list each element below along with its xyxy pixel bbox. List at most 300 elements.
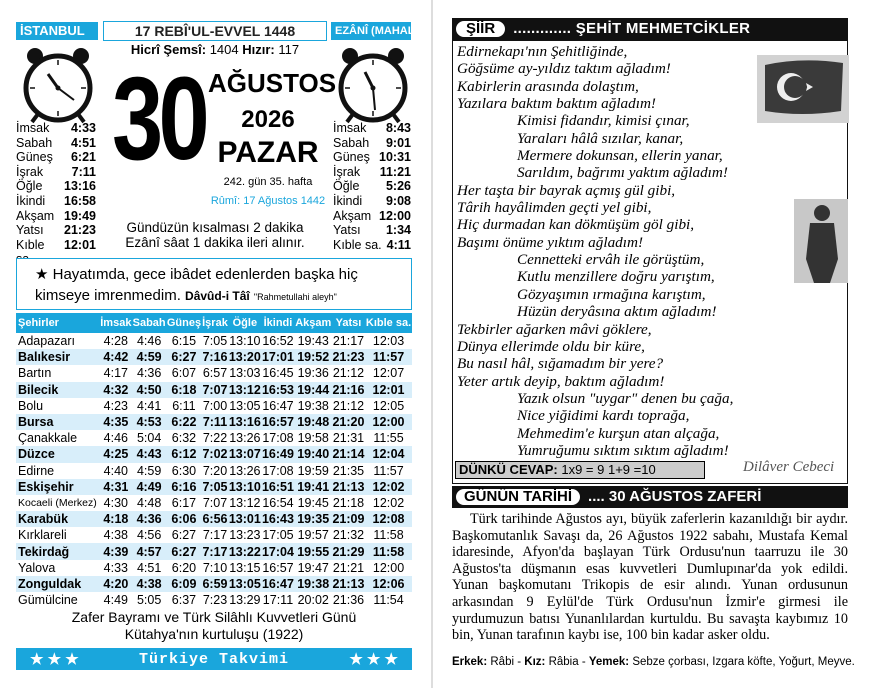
time-cell: 6:18: [166, 382, 201, 398]
time-cell: 19:47: [297, 560, 329, 575]
city-name-cell: Kırklareli: [18, 528, 67, 543]
city-name-cell: Yalova: [18, 560, 56, 575]
time-cell: 19:38: [295, 576, 332, 592]
city-label: İSTANBUL: [16, 22, 98, 40]
time-cell: 5:04: [136, 431, 162, 446]
menu-erkek-label: Erkek:: [452, 656, 488, 668]
prayer-time-value: 21:23: [64, 223, 96, 238]
day-length-line-2: Ezânî sâat 1 dakika ileri alınır.: [125, 235, 305, 250]
prayer-time-label: Kıble: [16, 237, 45, 252]
city-name-cell: Çanakkale: [18, 431, 78, 446]
time-cell: 17:11: [262, 593, 294, 608]
poem-line: Kimisi fidandır, kimisi çınar,: [517, 112, 690, 130]
table-header-cell: Yatsı: [332, 313, 365, 333]
daily-menu: Erkek: Râbi - Kız: Râbia - Yemek: Sebze çorbası, Izgara köfte, Yoğurt, Meyve.: [452, 656, 855, 668]
time-cell: 12:07: [372, 366, 405, 381]
time-cell: 21:12: [332, 398, 365, 413]
time-cell: 4:42: [100, 349, 132, 365]
time-cell: 6:27: [166, 349, 201, 365]
poem-line: Kutlu menzillere doğru yarıştım,: [517, 268, 715, 286]
prayer-time-label: İşrak: [16, 164, 44, 179]
time-cell: 16:47: [262, 398, 294, 413]
time-cell: 4:36: [136, 366, 162, 381]
table-row: [16, 463, 412, 479]
holiday-line-1: Zafer Bayramı ve Türk Silâhlı Kuvvetleri Günü: [71, 609, 357, 625]
time-cell: 17:05: [262, 528, 294, 543]
city-name-cell: Bartın: [18, 366, 52, 381]
time-cell: 16:49: [261, 447, 294, 462]
time-cell: 4:46: [136, 334, 162, 349]
city-name-cell: Balıkesir: [16, 349, 100, 365]
time-cell: 7:11: [202, 415, 228, 430]
time-cell: 21:32: [332, 528, 365, 543]
time-cell: 13:03: [229, 366, 261, 381]
time-cell: 19:40: [295, 446, 332, 462]
time-cell: 21:09: [332, 512, 365, 527]
time-cell: 6:27: [166, 543, 201, 559]
time-cell: 20:02: [297, 593, 329, 608]
prayer-time-label: Yatsı: [16, 223, 44, 238]
prayer-time-row: [333, 136, 411, 151]
time-cell: 4:23: [103, 398, 129, 413]
poem-line: Yeter artık deyip, baktım ağladım!: [457, 372, 665, 390]
time-cell: 21:36: [332, 593, 365, 608]
time-cell: 13:10: [229, 334, 261, 349]
time-cell: 12:00: [372, 560, 405, 575]
prayer-time-value: 6:21: [70, 150, 96, 165]
prayer-time-value: 12:00: [379, 208, 411, 223]
time-cell: 21:18: [332, 495, 365, 510]
time-cell: 19:38: [297, 398, 329, 413]
day-number: 30: [112, 53, 206, 185]
time-cell: 6:22: [166, 414, 201, 430]
city-name-cell: Edirne: [18, 463, 55, 478]
day-length-line-1: Gündüzün kısalması 2 dakika: [126, 220, 304, 235]
time-cell: 4:53: [132, 414, 166, 430]
time-cell: 17:01: [261, 350, 294, 365]
prayer-times-ezani: [333, 121, 411, 252]
time-cell: 11:57: [373, 463, 404, 478]
alarm-clock-icon: [18, 44, 98, 124]
time-cell: 4:40: [103, 463, 129, 478]
table-header-cell: Kıble sa.: [365, 313, 412, 333]
table-header-cell: Sabah: [132, 313, 166, 333]
time-cell: 6:27: [171, 528, 197, 543]
answer-value: 1x9 = 9 1+9 =10: [561, 462, 656, 477]
time-cell: 6:32: [171, 431, 197, 446]
quote-box: [16, 258, 412, 310]
poem-line: Nice yiğidimi kardı toprağa,: [517, 407, 690, 425]
time-cell: 7:16: [202, 350, 228, 365]
time-cell: 21:17: [332, 334, 365, 349]
time-cell: 4:43: [132, 446, 166, 462]
poem-title: ............. ŞEHİT MEHMETCİKLER: [513, 20, 751, 37]
history-header: [452, 486, 848, 508]
prayer-time-label: Güneş: [16, 150, 53, 165]
time-cell: 11:54: [373, 593, 404, 608]
city-name-cell: Bolu: [18, 398, 44, 413]
time-cell: 12:03: [372, 334, 405, 349]
time-cell: 19:36: [297, 366, 329, 381]
city-name-cell: Bursa: [16, 414, 100, 430]
prayer-time-row: [333, 238, 411, 253]
time-cell: 21:23: [332, 350, 365, 365]
prayer-time-row: [16, 150, 96, 165]
city-name-cell: Tekirdağ: [16, 543, 100, 559]
poem-line: Târih hayâlimden geçti yel gibi,: [457, 199, 652, 217]
poem-header: [452, 18, 848, 40]
time-cell: 16:47: [261, 576, 294, 591]
prayer-time-value: 7:11: [71, 164, 96, 179]
time-cell: 11:58: [373, 528, 404, 543]
poem-line: Yumruğumu sıktım sıktım ağladım!: [517, 441, 729, 459]
prayer-time-value: 4:11: [386, 237, 411, 252]
poem-line: Başımı önüme yıktım ağladım!: [457, 233, 644, 251]
table-header-row: [16, 313, 412, 333]
poem-line: Mermere dokunsan, ellerin yanar,: [517, 147, 723, 165]
time-cell: 4:28: [103, 334, 129, 349]
time-cell: 6:11: [172, 398, 196, 413]
prayer-time-row: [16, 121, 96, 136]
poem-line: Yaraları hâlâ sızılar, kanar,: [517, 129, 684, 147]
time-cell: 19:43: [297, 334, 329, 349]
time-cell: 4:48: [136, 495, 162, 510]
prayer-time-row: [333, 209, 411, 224]
weekday: PAZAR: [217, 136, 319, 169]
prayer-time-value: 19:49: [64, 208, 96, 223]
footer-stars-left: ★ ★ ★: [30, 651, 79, 668]
time-cell: 12:06: [365, 576, 412, 592]
prayer-time-row: [16, 165, 96, 180]
time-cell: 7:17: [202, 528, 228, 543]
time-cell: 7:20: [202, 463, 228, 478]
time-cell: 19:44: [295, 382, 332, 398]
prayer-time-label: Akşam: [333, 208, 372, 223]
table-row: [16, 479, 412, 495]
time-cell: 11:57: [365, 349, 412, 365]
time-cell: 4:49: [132, 479, 166, 495]
time-cell: 7:02: [202, 447, 228, 462]
poem-line: Tekbirler ağarken mâvi göklere,: [457, 320, 652, 338]
prayer-time-row: [333, 223, 411, 238]
city-name-cell: Gümülcine: [18, 593, 78, 608]
poem-line: Yazık olsun "uygar" denen bu çağa,: [517, 389, 734, 407]
prayer-times-standard: [16, 121, 96, 267]
time-cell: 7:17: [202, 544, 228, 559]
time-cell: 6:15: [171, 334, 197, 349]
prayer-time-label: Öğle: [333, 179, 360, 194]
prayer-time-value: 5:26: [385, 179, 411, 194]
ezani-label: EZÂNÎ (MAHALLÎ): [331, 22, 411, 40]
table-row: [16, 398, 412, 414]
time-cell: 13:26: [229, 431, 261, 446]
day-length-note: [100, 220, 330, 250]
time-cell: 16:43: [261, 512, 294, 527]
time-cell: 6:06: [166, 511, 201, 527]
time-cell: 7:22: [202, 431, 228, 446]
time-cell: 21:31: [332, 431, 365, 446]
day-of-year-info: 242. gün 35. hafta: [223, 176, 313, 188]
prayer-time-row: [333, 194, 411, 209]
prayer-time-label: Kıble sa.: [333, 237, 382, 252]
poem-line: Bu nasıl hâl, sığamadım bir yere?: [457, 355, 664, 373]
history-title: .... 30 AĞUSTOS ZAFERİ: [588, 488, 762, 505]
time-cell: 13:05: [229, 398, 261, 413]
answer-label: DÜNKÜ CEVAP:: [459, 462, 558, 477]
poet-signature: Dilâver Cebeci: [743, 459, 835, 475]
time-cell: 4:49: [103, 593, 129, 608]
poem-line: Dünya ellerimde oldu bir küre,: [457, 337, 645, 355]
hizir-value: 117: [278, 42, 300, 57]
time-cell: 6:59: [202, 576, 228, 591]
time-cell: 6:30: [171, 463, 197, 478]
table-row: [16, 592, 412, 608]
time-cell: 16:54: [262, 495, 294, 510]
table-row: [16, 349, 412, 365]
prayer-time-row: [333, 179, 411, 194]
year: 2026: [241, 106, 295, 133]
table-header-cell: Öğle: [228, 313, 261, 333]
prayer-time-label: Sabah: [16, 135, 53, 150]
time-cell: 4:18: [100, 511, 132, 527]
time-cell: 7:10: [202, 560, 228, 575]
poem-line: Sarıldım, bağrımı yaktım ağladım!: [517, 164, 728, 182]
poem-line: Göğsüme ay-yıldız taktım ağladım!: [457, 60, 671, 78]
poem-line: Hiç durmadan kan dökmüşüm göl gibi,: [457, 216, 695, 234]
poem-box: [452, 40, 848, 484]
prayer-time-value: 4:33: [70, 121, 96, 135]
prayer-time-row: [333, 165, 411, 180]
time-cell: 12:00: [365, 414, 412, 430]
time-cell: 21:16: [332, 382, 365, 397]
prayer-time-label: Güneş: [333, 150, 370, 165]
prayer-time-value: 12:01: [64, 237, 96, 252]
prayer-time-row: [333, 150, 411, 165]
time-cell: 4:36: [132, 511, 166, 527]
time-cell: 21:21: [332, 560, 365, 575]
time-cell: 13:26: [229, 463, 261, 478]
time-cell: 13:12: [228, 382, 261, 397]
prayer-time-value: 8:43: [385, 121, 411, 135]
time-cell: 4:59: [136, 463, 162, 478]
prayer-time-value: 9:08: [385, 193, 411, 208]
menu-kiz-label: Kız:: [524, 656, 546, 668]
time-cell: 5:05: [136, 593, 162, 608]
table-row: [16, 543, 412, 559]
time-cell: 21:20: [332, 415, 365, 430]
prayer-time-row: [16, 179, 96, 194]
table-row: [16, 446, 412, 462]
time-cell: 4:25: [100, 446, 132, 462]
time-cell: 6:20: [171, 560, 197, 575]
menu-erkek: Râbi: [490, 656, 515, 668]
prayer-time-row: [16, 209, 96, 224]
time-cell: 21:35: [332, 463, 365, 478]
time-cell: 6:07: [171, 366, 197, 381]
time-cell: 19:59: [297, 463, 329, 478]
prayer-time-label: Sabah: [333, 135, 370, 150]
hijri-date: 17 REBÎ'UL-EVVEL 1448: [103, 21, 327, 41]
footer-stars-right: ★ ★ ★: [349, 651, 398, 668]
prayer-time-value: 10:31: [379, 150, 411, 165]
city-name-cell: Adapazarı: [18, 334, 75, 349]
time-cell: 17:08: [262, 463, 294, 478]
city-name-cell: Düzce: [16, 446, 100, 462]
time-cell: 12:02: [365, 479, 412, 495]
footer-brand: Türkiye Takvimi: [138, 650, 290, 668]
time-cell: 13:23: [229, 528, 261, 543]
time-cell: 6:57: [202, 366, 228, 381]
time-cell: 6:17: [171, 495, 197, 510]
time-cell: 16:57: [262, 560, 294, 575]
time-cell: 6:56: [202, 512, 228, 527]
table-row: [16, 333, 412, 349]
time-cell: 7:07: [202, 382, 228, 397]
quote-rah: "Rahmetullahi aleyh": [253, 292, 337, 302]
time-cell: 19:45: [297, 495, 329, 510]
time-cell: 4:31: [100, 479, 132, 495]
time-cell: 13:05: [228, 576, 261, 591]
prayer-time-value: 13:16: [64, 179, 96, 194]
prayer-time-label: İkindi: [333, 193, 363, 208]
calendar-left-page: [0, 0, 430, 688]
prayer-time-label: İmsak: [16, 121, 50, 135]
time-cell: 13:15: [229, 560, 261, 575]
time-cell: 4:56: [136, 528, 162, 543]
menu-kiz: Râbia: [548, 656, 579, 668]
time-cell: 4:59: [132, 349, 166, 365]
time-cell: 4:50: [132, 382, 166, 398]
calendar-right-page: [436, 0, 869, 688]
prayer-time-label: Öğle: [16, 179, 43, 194]
time-cell: 21:13: [332, 479, 365, 494]
table-header-cell: Akşam: [295, 313, 332, 333]
table-row: [16, 382, 412, 398]
time-cell: 16:52: [262, 334, 294, 349]
time-cell: 4:30: [103, 495, 129, 510]
prayer-time-value: 9:01: [385, 135, 411, 150]
time-cell: 6:12: [166, 446, 201, 462]
time-cell: 13:22: [228, 544, 261, 559]
poem-line: Kabirlerin arasında dolaştım,: [457, 77, 639, 95]
prayer-time-row: [16, 136, 96, 151]
time-cell: 13:29: [229, 593, 261, 608]
prayer-time-value: 16:58: [64, 193, 96, 208]
time-cell: 13:10: [228, 479, 261, 494]
poem-line: Edirnekapı'nın Şehitliğinde,: [457, 43, 628, 60]
poem-line: Cennetteki ervâh ile görüştüm,: [517, 251, 705, 269]
table-row: [16, 495, 412, 511]
time-cell: 4:38: [103, 528, 129, 543]
quote-author: Dâvûd-i Tâî: [185, 289, 250, 303]
quote-text: ★ Hayatımda, gece ibâdet edenlerden başka hiç kimseye imrenmedim.: [35, 266, 358, 304]
prayer-time-value: 1:34: [385, 223, 411, 238]
time-cell: 19:52: [295, 349, 332, 365]
table-row: [16, 511, 412, 527]
prayer-time-label: Akşam: [16, 208, 55, 223]
time-cell: 4:35: [100, 414, 132, 430]
poem-line: Yazılara baktım baktım ağladım!: [457, 95, 656, 113]
time-cell: 4:39: [100, 543, 132, 559]
table-row: [16, 560, 412, 576]
table-row: [16, 527, 412, 543]
time-cell: 4:17: [103, 366, 129, 381]
history-text: Türk tarihinde Ağustos ayı, büyük zaferlerin kazanıldığı bir aydır. Başkomutanlık Savaşı da, 26 Ağustos 1922 sabahı, Mustafa Kemal idaresinde, Afyon'da başlayan Türk Ordusu'nun taarruzu ile 30 Ağustos'ta düşmanın esas kuvvetleri Dumlupınar'da yok edildi. Yunan başkomutanı Trikopis de esir alındı. Yunan ordusunun arkasından 9 Eylül'de Türk Ordusu'nun İzmir'e girmesi ile yurdumuzun batısı Yunanlılardan kurtuldu. Bu savaşta kaybımız 10 bin, Yunan tarafının kaybı ise, 100 bin kadar asker oldu.: [452, 511, 848, 644]
time-cell: 12:01: [365, 382, 412, 398]
time-cell: 6:09: [166, 576, 201, 592]
time-cell: 11:55: [373, 431, 404, 446]
time-cell: 19:35: [295, 511, 332, 527]
time-cell: 13:20: [228, 350, 261, 365]
prayer-time-row: [16, 194, 96, 209]
poem-line: Gözyaşımın ırmağına karıştım,: [517, 285, 706, 303]
time-cell: 21:12: [332, 366, 365, 381]
time-cell: 16:53: [261, 382, 294, 397]
rumi-date: Rûmî: 17 Ağustos 1442: [210, 195, 326, 207]
yesterday-answer: [455, 461, 705, 479]
time-cell: 4:41: [136, 398, 162, 413]
time-cell: 4:38: [132, 576, 166, 592]
poem-line: Hüzün deryâsına aktım ağladım!: [517, 303, 717, 321]
hizir-label: Hızır:: [242, 42, 275, 57]
time-cell: 19:48: [295, 414, 332, 430]
quote: [35, 264, 395, 308]
time-cell: 4:33: [103, 560, 129, 575]
table-row: [16, 414, 412, 430]
time-cell: 4:51: [136, 560, 162, 575]
prayer-time-label: Yatsı: [333, 223, 361, 238]
prayer-time-value: 4:51: [70, 135, 96, 150]
footer-bar: [16, 648, 412, 670]
city-name-cell: Bilecik: [16, 382, 100, 398]
time-cell: 7:07: [202, 495, 228, 510]
history-tag: GÜNÜN TARİHİ: [454, 487, 582, 507]
time-cell: 13:16: [228, 415, 261, 430]
time-cell: 11:58: [365, 543, 412, 559]
time-cell: 19:57: [297, 528, 329, 543]
time-cell: 4:20: [100, 576, 132, 592]
time-cell: 16:45: [262, 366, 294, 381]
table-header-cell: Güneş: [166, 313, 201, 333]
time-cell: 16:57: [261, 415, 294, 430]
table-header-cell: İmsak: [100, 313, 132, 333]
poem-line: Mehmedim'e kurşun atan alçağa,: [517, 424, 720, 442]
time-cell: 21:14: [332, 447, 365, 462]
prayer-time-row: [333, 121, 411, 136]
holiday-note: [16, 609, 412, 643]
turkish-flag-image: [757, 55, 849, 123]
city-prayer-times-table: [16, 313, 412, 608]
time-cell: 4:46: [103, 431, 129, 446]
table-header-cell: İşrak: [202, 313, 229, 333]
prayer-time-label: İmsak: [333, 121, 367, 135]
time-cell: 16:51: [261, 479, 294, 494]
table-header-cell: Şehirler: [16, 313, 100, 333]
alarm-clock-icon: [333, 44, 413, 124]
time-cell: 12:04: [365, 446, 412, 462]
prayer-time-value: 11:21: [379, 164, 411, 179]
time-cell: 12:02: [372, 495, 405, 510]
time-cell: 6:16: [166, 479, 201, 495]
time-cell: 12:05: [372, 398, 405, 413]
time-cell: 21:13: [332, 576, 365, 591]
time-cell: 6:37: [171, 593, 197, 608]
city-name-cell: Kocaeli (Merkez): [18, 496, 97, 509]
month-name: AĞUSTOS: [208, 68, 337, 98]
time-cell: 7:23: [202, 593, 228, 608]
time-cell: 17:08: [262, 431, 294, 446]
time-cell: 7:05: [202, 334, 228, 349]
